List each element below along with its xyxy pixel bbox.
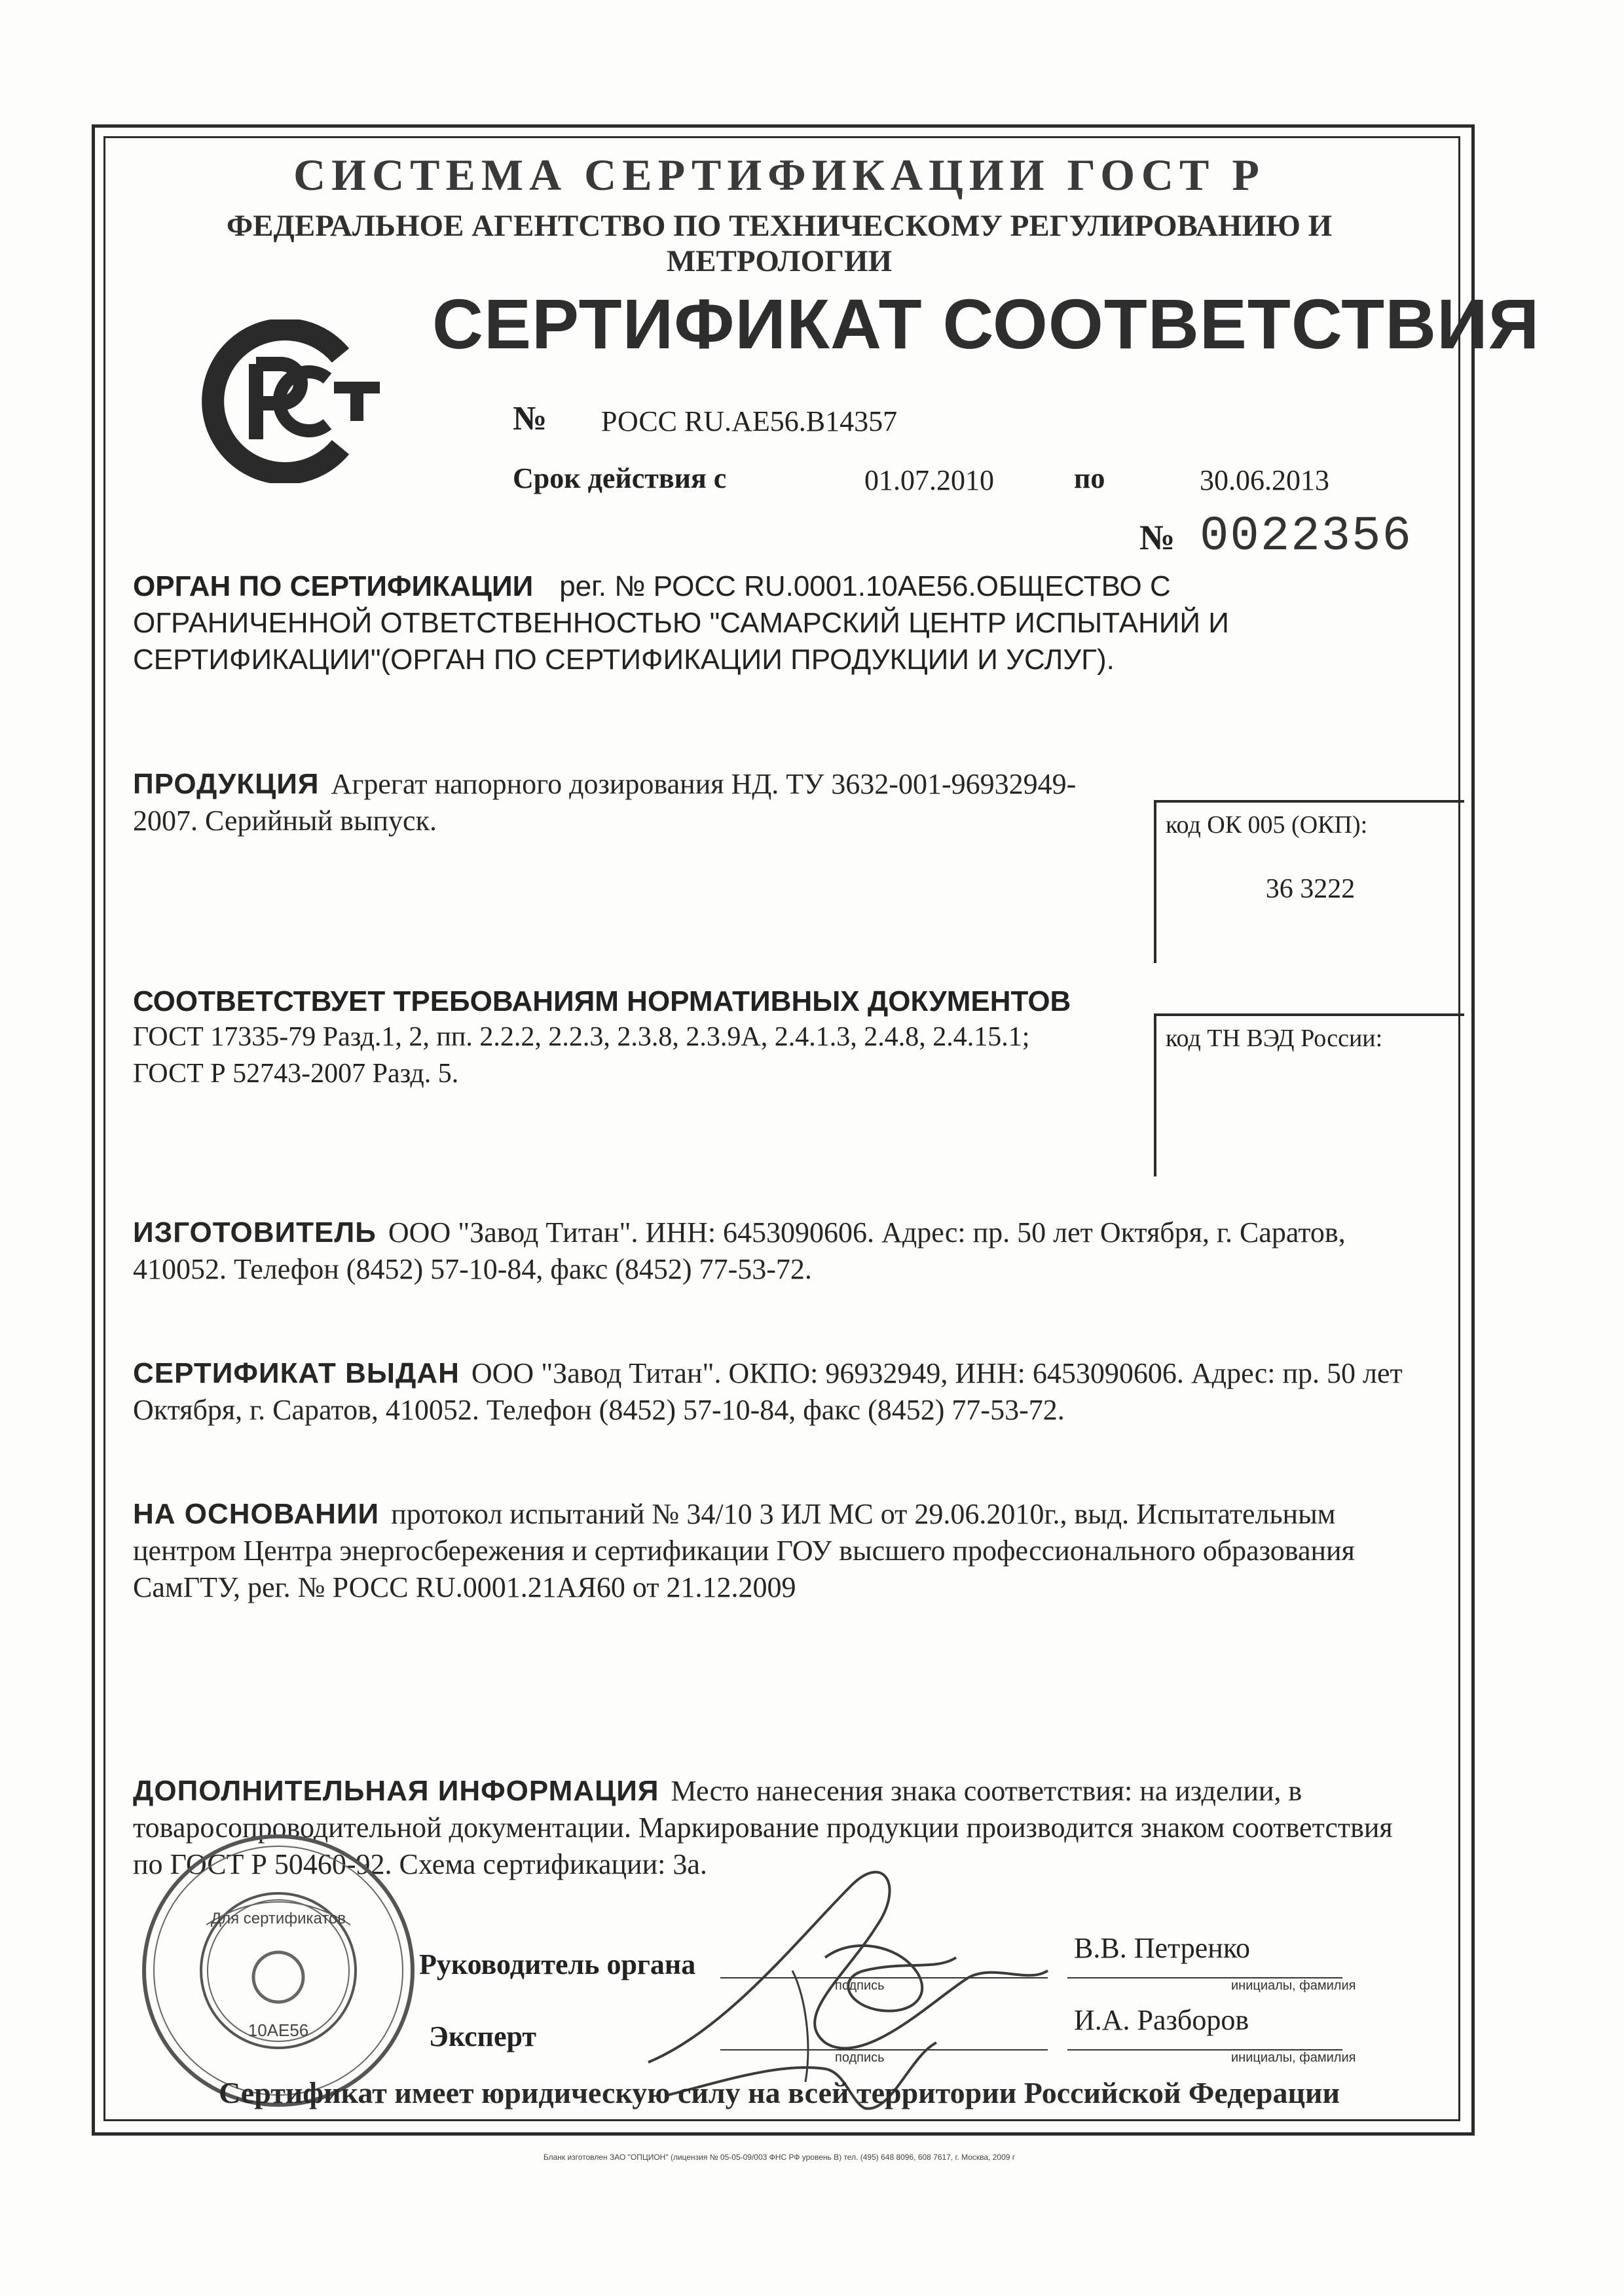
- head-signature-caption: подпись: [835, 1978, 885, 1993]
- additional-info-label: ДОПОЛНИТЕЛЬНАЯ ИНФОРМАЦИЯ: [133, 1775, 659, 1807]
- head-name-caption: инициалы, фамилия: [1231, 1978, 1356, 1993]
- basis-text: протокол испытаний № 34/10 3 ИЛ МС от 29.06.2010г., выд. Испытательным центром Центра энергосбережения и сертификации ГОУ высшего профессионального образования СамГТУ, рег. № РОСС RU.0001.21АЯ60 от 21.12.2009: [133, 1498, 1355, 1603]
- head-of-body-role: Руководитель органа: [419, 1948, 696, 1980]
- issued-to-section: [133, 1355, 1443, 1429]
- valid-to-date: 30.06.2013: [1200, 464, 1329, 496]
- expert-role: Эксперт: [429, 2020, 537, 2052]
- okp-code-box: [1154, 800, 1464, 963]
- valid-from-date: 01.07.2010: [864, 464, 994, 496]
- basis-section: [133, 1496, 1443, 1606]
- certification-body-text: рег. № РОСС RU.0001.10АЕ56.ОБЩЕСТВО С ОГРАНИЧЕННОЙ ОТВЕТСТВЕННОСТЬЮ "САМАРСКИЙ ЦЕНТР ИСПЫТАНИЙ И СЕРТИФИКАЦИИ"(ОРГАН ПО СЕРТИФИКАЦИИ ПРОДУКЦИИ И УСЛУГ).: [133, 570, 1229, 676]
- basis-label: НА ОСНОВАНИИ: [133, 1498, 380, 1530]
- compliance-line-1: ГОСТ 17335-79 Разд.1, 2, пп. 2.2.2, 2.2.3, 2.3.8, 2.3.9А, 2.4.1.3, 2.4.8, 2.4.15.1;: [133, 1022, 1030, 1052]
- expert-name: И.А. Разборов: [1074, 2004, 1249, 2036]
- agency-name: ФЕДЕРАЛЬНОЕ АГЕНТСТВО ПО ТЕХНИЧЕСКОМУ РЕГУЛИРОВАНИЮ И МЕТРОЛОГИИ: [226, 209, 1333, 278]
- certification-body: [133, 568, 1377, 678]
- product-text: Агрегат напорного дозирования НД. ТУ 3632-001-96932949-2007. Серийный выпуск.: [133, 768, 1077, 837]
- legal-force-notice: Сертификат имеет юридическую силу на всей территории Российской Федерации: [219, 2076, 1340, 2109]
- certification-system-title: СИСТЕМА СЕРТИФИКАЦИИ ГОСТ Р: [293, 150, 1265, 200]
- certificate-number: РОСС RU.AE56.B14357: [601, 405, 898, 437]
- certificate-number-label: №: [513, 400, 547, 437]
- compliance-line-2: ГОСТ Р 52743-2007 Разд. 5.: [133, 1059, 459, 1089]
- okp-code-value: 36 3222: [1265, 874, 1356, 904]
- head-name: В.В. Петренко: [1074, 1932, 1250, 1964]
- organization-stamp: [134, 1827, 422, 2115]
- validity-to-label: по: [1074, 462, 1105, 494]
- manufacturer-section: [133, 1214, 1443, 1288]
- issued-to-text: ООО "Завод Титан". ОКПО: 96932949, ИНН: 6453090606. Адрес: пр. 50 лет Октября, г. Саратов, 410052. Телефон (8452) 57-10-84, факс (8452) 77-53-72.: [133, 1357, 1403, 1426]
- product-section: [133, 766, 1115, 839]
- manufacturer-label: ИЗГОТОВИТЕЛЬ: [133, 1216, 377, 1248]
- blank-number-label: №: [1139, 518, 1175, 557]
- compliance-label: СООТВЕТСТВУЕТ ТРЕБОВАНИЯМ НОРМАТИВНЫХ ДОКУМЕНТОВ: [133, 985, 1071, 1017]
- okp-code-label: код ОК 005 (ОКП):: [1166, 811, 1368, 839]
- manufacturer-text: ООО "Завод Титан". ИНН: 6453090606. Адрес: пр. 50 лет Октября, г. Саратов, 410052. Телефон (8452) 57-10-84, факс (8452) 77-53-72.: [133, 1216, 1346, 1285]
- product-label: ПРОДУКЦИЯ: [133, 768, 320, 800]
- expert-signature-caption: подпись: [835, 2050, 885, 2065]
- blank-number: 0022356: [1200, 509, 1412, 564]
- expert-name-caption: инициалы, фамилия: [1231, 2050, 1356, 2065]
- gost-r-logo-icon: [193, 319, 390, 483]
- compliance-documents: [133, 1019, 1154, 1092]
- stamp-code: 10АЕ56: [248, 2020, 309, 2040]
- stamp-inner-text: Для сертификатов: [210, 1910, 346, 1927]
- validity-label: Срок действия с: [513, 462, 727, 494]
- certificate-title: СЕРТИФИКАТ СООТВЕТСТВИЯ: [432, 284, 1540, 363]
- tnved-code-label: код ТН ВЭД России:: [1166, 1025, 1383, 1052]
- issued-to-label: СЕРТИФИКАТ ВЫДАН: [133, 1357, 460, 1389]
- additional-info-text: Место нанесения знака соответствия: на изделии, в товаросопроводительной документации. Маркирование продукции производится знаком соответствия по ГОСТ Р 50460-92. Схема сертификации: 3а.: [133, 1775, 1393, 1880]
- printer-info: Бланк изготовлен ЗАО "ОПЦИОН" (лицензия № 05-05-09/003 ФНС РФ уровень В) тел. (495) 648 8096, 608 7617, г. Москва, 2009 г: [543, 2153, 1016, 2162]
- certification-body-label: ОРГАН ПО СЕРТИФИКАЦИИ: [133, 570, 534, 602]
- tnved-code-box: [1154, 1013, 1464, 1176]
